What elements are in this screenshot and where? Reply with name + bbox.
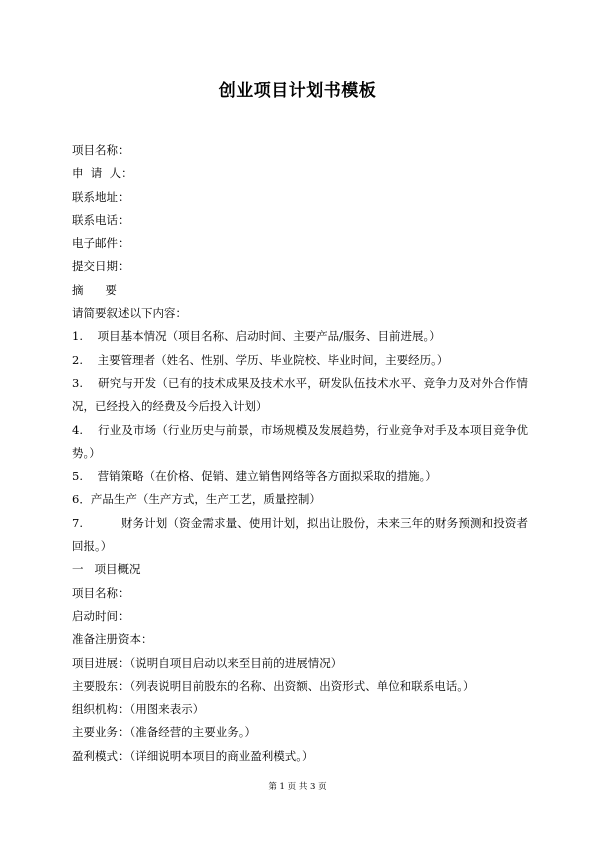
list-item: 6．产品生产（生产方式，生产工艺，质量控制） (72, 492, 321, 507)
field-applicant: 申 请 人： (72, 166, 133, 181)
list-item: 3. 研究与开发（已有的技术成果及技术水平，研发队伍技术水平、竞争力及对外合作情况，已经投入的经费及今后投入计划） (72, 375, 528, 414)
field-email: 电子邮件： (72, 236, 130, 251)
list-item: 7. 财务计划（资金需求量、使用计划，拟出让股份，未来三年的财务预测和投资者回报。） (72, 515, 528, 554)
section-field: 组织机构：（用图来表示） (72, 702, 205, 717)
section-field: 项目进展：（说明自项目启动以来至目前的进展情况） (72, 655, 343, 670)
document-title: 创业项目计划书模板 (218, 81, 377, 101)
list-item: 4. 行业及市场（行业历史与前景，市场规模及发展趋势，行业竞争对手及本项目竞争优势。） (72, 422, 528, 460)
section-field: 主要业务：（准备经营的主要业务。） (72, 725, 256, 740)
field-address: 联系地址： (72, 189, 130, 204)
section-field: 准备注册资本： (72, 632, 153, 647)
section-field: 启动时间： (72, 608, 130, 623)
section-heading: 一 项目概况 (72, 562, 141, 577)
list-item: 5. 营销策略（在价格、促销、建立销售网络等各方面拟采取的措施。） (72, 469, 437, 484)
document-body (72, 139, 528, 768)
list-item: 2. 主要管理者（姓名、性别、学历、毕业院校、毕业时间，主要经历。） (72, 352, 449, 367)
section-field: 主要股东：（列表说明目前股东的名称、出资额、出资形式、单位和联系电话。） (72, 678, 475, 693)
field-project-name: 项目名称： (72, 143, 130, 157)
field-submit-date: 提交日期： (72, 259, 130, 274)
list-item: 1. 项目基本情况（项目名称、启动时间、主要产品/服务、目前进展。） (72, 329, 441, 344)
abstract-intro: 请简要叙述以下内容： (72, 306, 187, 321)
section-field: 项目名称： (72, 585, 130, 600)
section-field: 盈利模式：（详细说明本项目的商业盈利模式。） (72, 748, 314, 763)
page-number-footer: 第 1 页 共 3 页 (268, 782, 327, 792)
abstract-heading: 摘 要 (72, 282, 117, 297)
field-phone: 联系电话： (72, 212, 130, 227)
